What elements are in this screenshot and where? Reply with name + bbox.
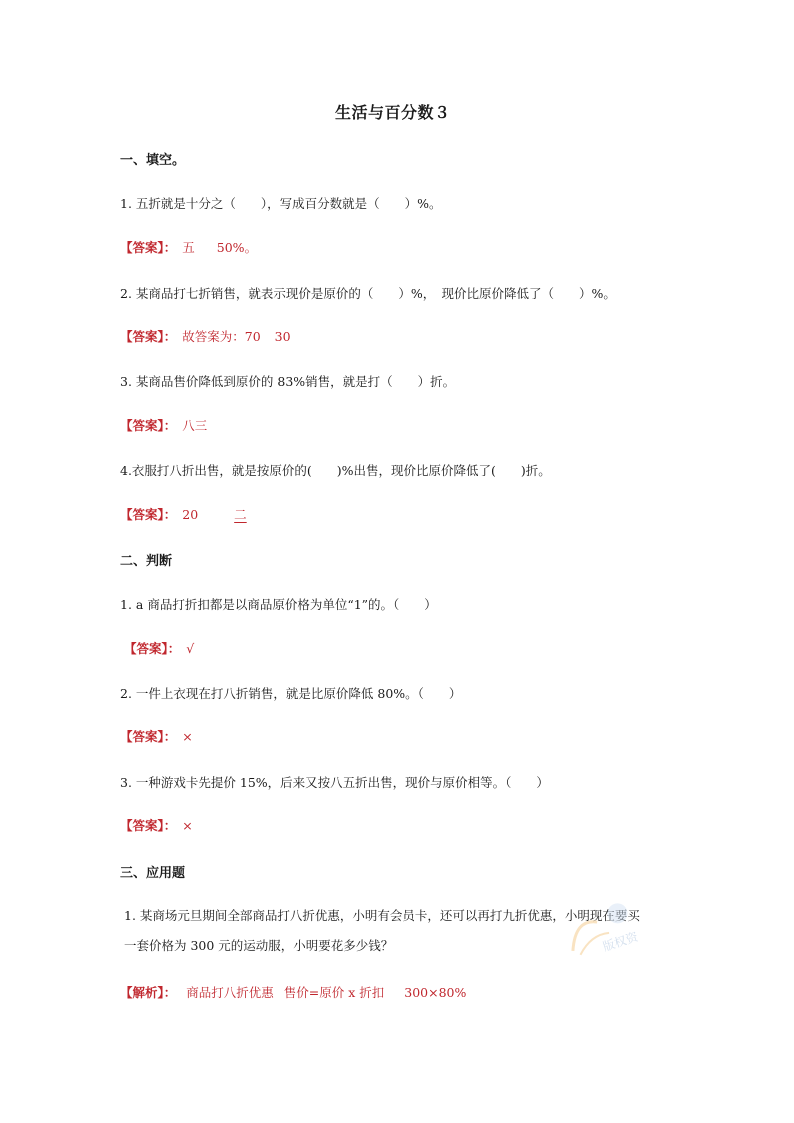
analysis-value: 售价=原价 x 折扣 [283,985,385,1000]
watermark-icon [553,888,657,973]
question-1-3: 3. 某商品售价降低到原价的 83%销售，就是打（ ）折。 [120,374,456,389]
watermark-text: 版权资 [601,929,640,955]
analysis-label: 【解析】： [120,985,177,1000]
answer-1-3 [120,416,207,434]
analysis-value: 商品打八折优惠 [186,985,274,1000]
answer-value: 50%。 [216,240,258,255]
answer-label: 【答案】： [120,418,177,433]
answer-1-4 [120,505,247,523]
answer-value: × [182,818,193,833]
question-3-1-line1: 1. 某商场元旦期间全部商品打八折优惠，小明有会员卡，还可以再打九折优惠，小明现在要买 [124,908,640,923]
question-2-3: 3. 一种游戏卡先提价 15%，后来又按八五折出售，现价与原价相等。（ ） [120,775,549,790]
answer-label: 【答案】： [120,818,177,833]
answer-label: 【答案】： [120,507,177,522]
answer-label: 【答案】： [120,240,177,255]
answer-label: 【答案】： [120,329,177,344]
answer-value: 故答案为：70 [182,329,261,344]
section-heading-fill: 一、填空。 [120,153,186,168]
answer-1-1 [120,238,257,256]
answer-1-2 [120,327,291,345]
answer-value: 20 [182,507,199,522]
watermark-logo [553,888,657,973]
answer-label: 【答案】： [124,641,181,656]
section-heading-application: 三、应用题 [120,866,186,881]
answer-value: × [182,729,193,744]
question-3-1-line2: 一套价格为 300 元的运动服，小明要花多少钱？ [124,938,394,953]
analysis-value: 300×80% [404,985,467,1000]
answer-2-2 [120,727,193,745]
question-2-2: 2. 一件上衣现在打八折销售，就是比原价降低 80%。（ ） [120,686,462,701]
section-heading-judge: 二、判断 [120,554,173,569]
answer-label: 【答案】： [120,729,177,744]
answer-value: 五 [182,240,195,255]
analysis-3-1 [120,983,466,1001]
answer-2-3 [120,816,193,834]
question-1-4: 4.衣服打八折出售，就是按原价的( )%出售，现价比原价降低了( )折。 [120,463,551,478]
answer-value: 八三 [182,418,208,433]
answer-2-1 [124,639,194,657]
question-1-2: 2. 某商品打七折销售，就表示现价是原价的（ ）%， 现价比原价降低了（ ）%。 [120,286,616,301]
answer-value: √ [186,641,195,656]
question-2-1: 1. a 商品打折扣都是以商品原价格为单位“1”的。（ ） [120,597,437,612]
question-1-1: 1. 五折就是十分之（ ），写成百分数就是（ ）%。 [120,196,442,211]
page-title: 生活与百分数３ [335,103,451,122]
answer-value: 30 [274,329,291,344]
answer-value: 二 [234,507,247,522]
